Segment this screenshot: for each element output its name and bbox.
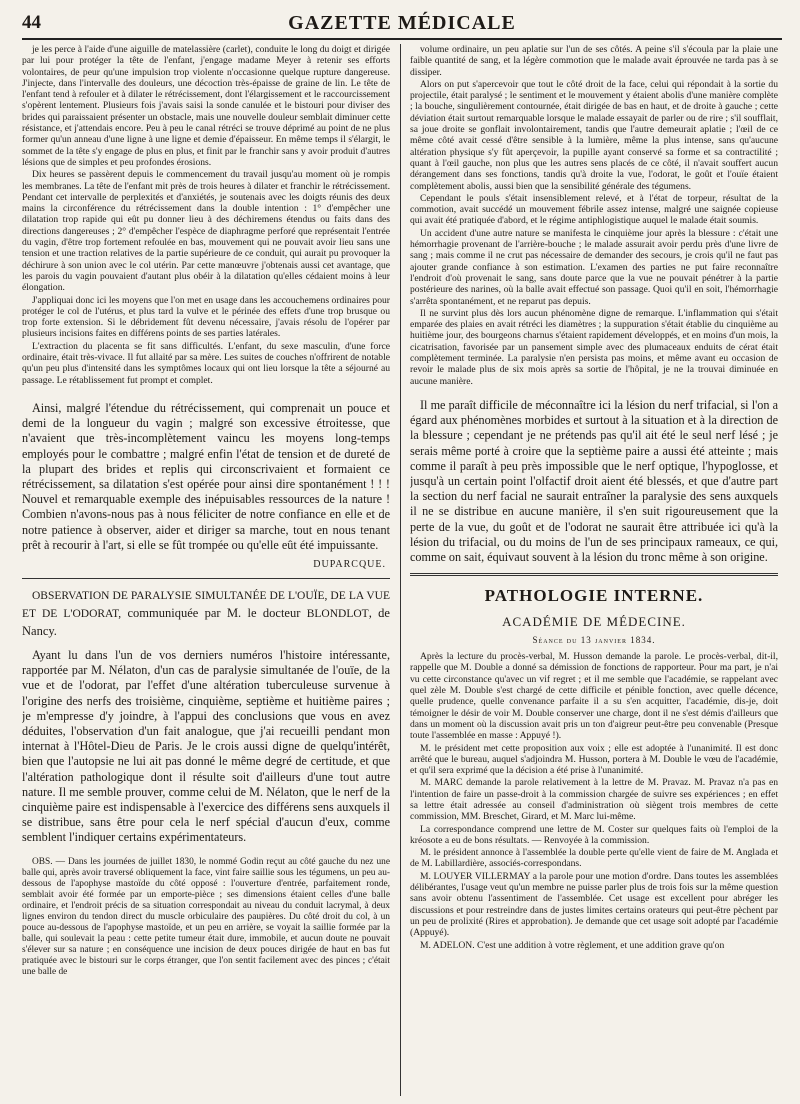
divider — [410, 573, 778, 576]
subsection-title: ACADÉMIE DE MÉDECINE. — [502, 614, 686, 630]
page — [22, 10, 782, 1100]
paragraph: volume ordinaire, un peu aplatie sur l'un de ses côtés. A peine s'il s'écoula par la plaie une faible quantité de sang, et la légère commotion que le malade avait éprouvée ne tarda pas à se dissiper. — [410, 44, 778, 78]
paragraph: M. le président met cette proposition aux voix ; elle est adoptée à l'unanimité. Il est donc arrêté que le bureau, auquel s'adjoindra M. Husson, portera à M. Double le vœu de l'académie, et qu'il sera exprimé que la décision a été prise à l'unanimité. — [410, 742, 778, 777]
paragraph: Dix heures se passèrent depuis le commencement du travail jusqu'au moment où je rompis les membranes. La tête de l'enfant mit près de trois heures à dilater et franchir le rétrécissement. Pendant cet intervalle de perplexités et d'anxiétés, je soutenais avec les doigts réunis des deux mains la circonférence du rétrécissement dans la double intention : 1° d'empêcher une dilatation trop rapide qui eût pu donner lieu à des déchiremens étendus ou faits dans des directions dangereuses ; 2° d'empêcher l'espèce de diaphragme perforé que représentait l'entrée du vagin, d'être trop fortement refoulée en bas, mouvement qui ne pouvait avoir lieu sans une tension et une traction relatives de la partie supérieure de ce conduit, qui aurait pu provoquer la déchirure à son union avec le col utérin. Par cette manœuvre j'obtenais aussi cet avantage, que les parois du vagin pouvaient d'autant plus obéir à la dilatation qu'elles cédaient moins à leur élongation. — [22, 169, 390, 294]
observation-label: OBS. — [32, 856, 53, 867]
paragraph: La correspondance comprend une lettre de M. Coster sur quelques faits où l'emploi de la kréosote a eu de bons résultats. — Renvoyée à la commission. — [410, 823, 778, 846]
article-origin: , de Nancy. — [22, 605, 390, 638]
columns — [22, 44, 782, 1096]
session-date: Séance du 13 janvier 1834. — [532, 635, 656, 646]
paragraph: J'appliquai donc ici les moyens que l'on met en usage dans les accouchemens ordinaires pour protéger le col de l'utérus, et plus tard la vulve et le périnée des effets d'une trop brusque ou trop forte extension. Si le débridement fût devenu nécessaire, j'avais résolu de l'opérer par plusieurs incisions faites en différens points de ses parties latérales. — [22, 294, 390, 340]
article-title: OBSERVATION DE PARALYSIE SIMULTANÉE DE L'OUÏE, DE LA VUE ET DE L'ODORAT, — [22, 589, 390, 620]
masthead — [22, 10, 782, 40]
paragraph: M. LOUYER VILLERMAY a la parole pour une motion d'ordre. Dans toutes les assemblées délibérantes, l'usage veut qu'un membre ne puisse parler plus de trois fois sur la même question sans avoir obtenu l'assentiment de l'assemblée. Cet usage est excellent pour abréger les discussions et pour restreindre dans de justes limites certains orateurs qui peut-être pèchent par un peu de prolixité (Rires et approbation). Je demande que cet usage soit adopté par l'académie (Appuyé). — [410, 870, 778, 939]
article-heading — [22, 587, 390, 640]
observation-text: — Dans les journées de juillet 1830, le nommé Godin reçut au côté gauche du nez une balle qui, après avoir traversé obliquement la face, vint faire saillie sous les tégumens, un peu au-dessous de l'apophyse mastoïde du côté opposé : l'ouverture d'entrée, parfaitement ronde, semblait avoir été formée par un emporte-pièce ; ses dimensions étaient celles d'une balle ordinaire, et l'endroit précis de sa situation correspondait au niveau du conduit lacrymal, à deux lignes environ du tendon direct du muscle orbiculaire des paupières. Du côté droit du col, à un pouce au-dessous de l'apophyse mastoïde, et un peu en arrière, se voyait la saillie formée par la balle, qui soulevait la peau : cette petite tumeur était dure, immobile, et aucun doute ne pouvait s'élever sur sa nature ; en conséquence une incision de deux pouces dirigée de haut en bas fut pratiquée avec le bistouri sur le corps étranger, que l'on sentit facilement avec des pinces ; c'était une balle de — [22, 856, 390, 977]
left-column — [22, 44, 390, 1096]
journal-title: GAZETTE MÉDICALE — [288, 12, 516, 34]
paragraph: M. MARC demande la parole relativement à la lettre de M. Pravaz. M. Pravaz n'a pas en l'intention de faire un passe-droit à la commission chargée de suivre ses expériences ; en effet sa lettre était adressée au conseil d'administration où siègent trois membres de cette commission, MM. Breschet, Girard, et M. Marc lui-même. — [410, 777, 778, 823]
paragraph: Ainsi, malgré l'étendue du rétrécissement, qui comprenait un pouce et demi de la longueur du vagin ; malgré son excessive étroitesse, que n'avaient que très-incomplètement vaincu les moyens long-temps employés pour le combattre ; malgré enfin l'état de tension et de dureté de la plupart des brides et replis qui circonscrivaient et formaient ce rétrécissement, sa dilatation s'est opérée pour ainsi dire spontanément ! ! ! Nouvel et remarquable exemple des inépuisables ressources de la nature ! Combien n'avons-nous pas à nous féliciter de notre confiance en elle et de notre patience à observer, aider et diriger sa marche, tout en nous tenant prêt à recourir à l'art, si elle se fût trompée ou qu'elle eût été impuissante. — [22, 400, 390, 552]
right-column — [410, 44, 778, 1096]
paragraph: Il me paraît difficile de méconnaître ici la lésion du nerf trifacial, si l'on a égard aux phénomènes morbides et surtout à la situation et à la direction de la blessure ; cependant je ne prétends pas qu'il ait été le seul nerf lésé ; je serais même porté à croire que la septième paire a aussi été atteinte ; mais comme il paraît à peu près impossible que le nerf optique, l'hypoglosse, et jusqu'à un certain point l'olfactif droit aient été blessés, et que d'autre part la section du nerf facial ne saurait entraîner la paralysie des sens auxquels il ne se distribue en aucune manière, il s'en suit rigoureusement que la perte de la vue, du goût et de l'odorat ne saurait être attribuée ici qu'à la lésion du trifacial, ou du moins de l'un de ses principaux rameaux, ce qui, comme on sait, équivaut souvent à la lésion du tronc même à son origine. — [410, 397, 778, 564]
article-byline: communiquée par M. le docteur — [121, 605, 307, 620]
paragraph: Il ne survint plus dès lors aucun phénomène digne de remarque. L'inflammation qui s'était emparée des plaies en avait rétréci les diamètres ; la suppuration s'était établie du cinquième au huitième jour, des bourgeons charnus s'étaient rapidement développés, et en moins d'un mois, la cicatrisation, favorisée par un pansement simple avec des plumaceaux enduits de cérat était complètement terminée. La paralysie n'en persista pas moins, et même avant eu occasion de revoir le malade plus de six mois après sa sortie de l'hôpital, je ne la trouvai diminuée en aucune manière. — [410, 307, 778, 387]
paragraph: Cependant le pouls s'était insensiblement relevé, et à l'état de torpeur, résultat de la commotion, avait succédé un mouvement fébrile assez intense, malgré une saignée copieuse qui avait été pratiquée d'abord, et le régime antiphlogistique auquel le malade était soumis. — [410, 192, 778, 227]
section-title: PATHOLOGIE INTERNE. — [484, 586, 704, 606]
article-author: BLONDLOT — [306, 607, 369, 620]
paragraph: M. le président annonce à l'assemblée la double perte qu'elle vient de faire de M. Anglada et de M. Labillardière, associés-correspondans. — [410, 847, 778, 870]
paragraph: M. ADELON. C'est une addition à votre règlement, et une addition grave qu'on — [420, 939, 725, 951]
observation-paragraph — [22, 857, 390, 978]
paragraph: Alors on put s'apercevoir que tout le côté droit de la face, celui qui répondait à la sortie du projectile, était paralysé ; le sentiment et le mouvement y étaient abolis d'une manière complète ; la bouche, singulièrement contournée, était dirigée de bas en haut, et de droite à gauche ; cette déviation était surtout remarquable lorsque le malade essayait de parler ou de rire ; s'il soufflait, sa joue droite se gonflait involontairement, tandis que l'autre demeurait aplatie ; l'œil de ce même côté avait cessé d'être sensible à la lumière, même la plus intense, sans qu'aucune altération physique s'y fût aperçevoir, la pupille ayant conservé sa forme et sa contractilité ; quant à l'œil gauche, non plus que les autres sens placés de ce côté, il n'avait souffert aucun dérangement dans ses fonctions, tandis qu'à droite la vue, l'odorat, le goût et l'ouïe étaient complètement abolis, aussi bien que la sensibilité générale des tégumens. — [410, 78, 778, 192]
paragraph: je les perce à l'aide d'une aiguille de matelassière (carlet), conduite le long du doigt et dirigée par lui pour protéger la tête de l'enfant, j'engage madame Meyer à retenir ses efforts volontaires, de peur qu'une impulsion trop violente n'occasionne quelque rupture dangereuse. J'injecte, dans l'intervalle des douleurs, une décoction très-épaisse de graine de lin. Le tête de l'enfant tend à refouler et à dilater le rétrécissement, dont l'élargissement et le raccourcissement s'opèrent lentement. Plusieurs fois j'avais saisi la sonde canulée et le bistouri pour diviser des brides qui paraissaient présenter un obstacle, mais une nouvelle douleur semblait diminuer cette résistance, et j'attendais encore. Peu à peu le canal rétréci se trouve déprimé au point de ne plus former qu'un anneau d'une ligne à une ligne et demie d'épaisseur. En même temps il s'élargit, le sommet de la tête s'y engage de plus en plus, et finit par le franchir sans y avoir produit d'autres lésions que de simples et peu profondes érosions. — [22, 44, 390, 168]
paragraph: Après la lecture du procès-verbal, M. Husson demande la parole. Le procès-verbal, dit-il, rappelle que M. Double a donné sa démission de fonctions de rapporteur. Pour ma part, je n'ai vu cette circonstance qu'avec un vif regret ; et il me semble que l'académie, se rappelant avec quel zèle M. Double s'est chargé de cette difficile et pénible fonction, avec quelle décence, quelle prudence, quelle convenance parfaite il a su s'en acquitter, l'académie, dis-je, doit témoigner le désir de voir M. Double conserver une charge, dont il ne s'est démis d'ailleurs que dans un moment où la discussion avait pris un ton d'aigreur peut-être peu convenable (Presque toute l'assemblée en masse : Appuyé !). — [410, 651, 778, 742]
column-rule — [400, 44, 401, 1096]
signature: DUPARCQUE. — [313, 558, 386, 570]
paragraph: Un accident d'une autre nature se manifesta le cinquième jour après la blessure : c'était une hémorrhagie provenant de l'arrière-bouche ; le malade assurait avoir perdu près d'une livre de sang ; mais comme il ne crut pas nécessaire de demander des secours, je crois qu'il ne faut pas ajouter grande confiance à son estimation. L'examen des parties ne put faire reconnaître l'endroit d'où provenait le sang, sans doute parce que la vue ne pouvait pénétrer à la partie postérieure des narines, où la balle avait effectué son passage. Quoi qu'il en soit, l'hémorrhagie s'arrêta spontanément, et ne reparut pas depuis. — [410, 227, 778, 307]
divider — [22, 578, 390, 579]
paragraph: Ayant lu dans l'un de vos derniers numéros l'histoire intéressante, rapportée par M. Nélaton, d'un cas de paralysie simultanée de l'ouïe, de la vue et de l'odorat, par l'effet d'une altération tuberculeuse survenue à l'origine des nerfs des troisième, cinquième, septième et huitième paires ; je m'empresse d'y joindre, à l'appui des conclusions que vous en avez déduites, l'observation d'un fait analogue, que j'ai recueilli pendant mon internat à l'Hôtel-Dieu de Paris. Je le crois aussi digne de quelqu'intérêt, bien que l'autopsie ne lui ait pas donné le même degré de certitude, et que l'altération pathologique dont il résulte soit d'ailleurs d'une tout autre nature. Il me semble prouver, comme celui de M. Nélaton, que le nerf de la cinquième paire est indispensable à l'exercice des différens sens auxquels il se distribue, sans être pour cela le nerf spécial d'aucun d'eux, comme semblent l'indiquer certains expérimentateurs. — [22, 647, 390, 845]
page-number: 44 — [22, 12, 41, 33]
paragraph: L'extraction du placenta se fit sans difficultés. L'enfant, du sexe masculin, d'une force ordinaire, était très-vivace. Il fut allaité par sa mère. Les suites de couches n'offrirent de notable qu'un peu plus d'intensité dans les symptômes locaux qui ont lieu lorsque la tête a séjourné au passage. Le rétablissement fut prompt et complet. — [22, 340, 390, 386]
